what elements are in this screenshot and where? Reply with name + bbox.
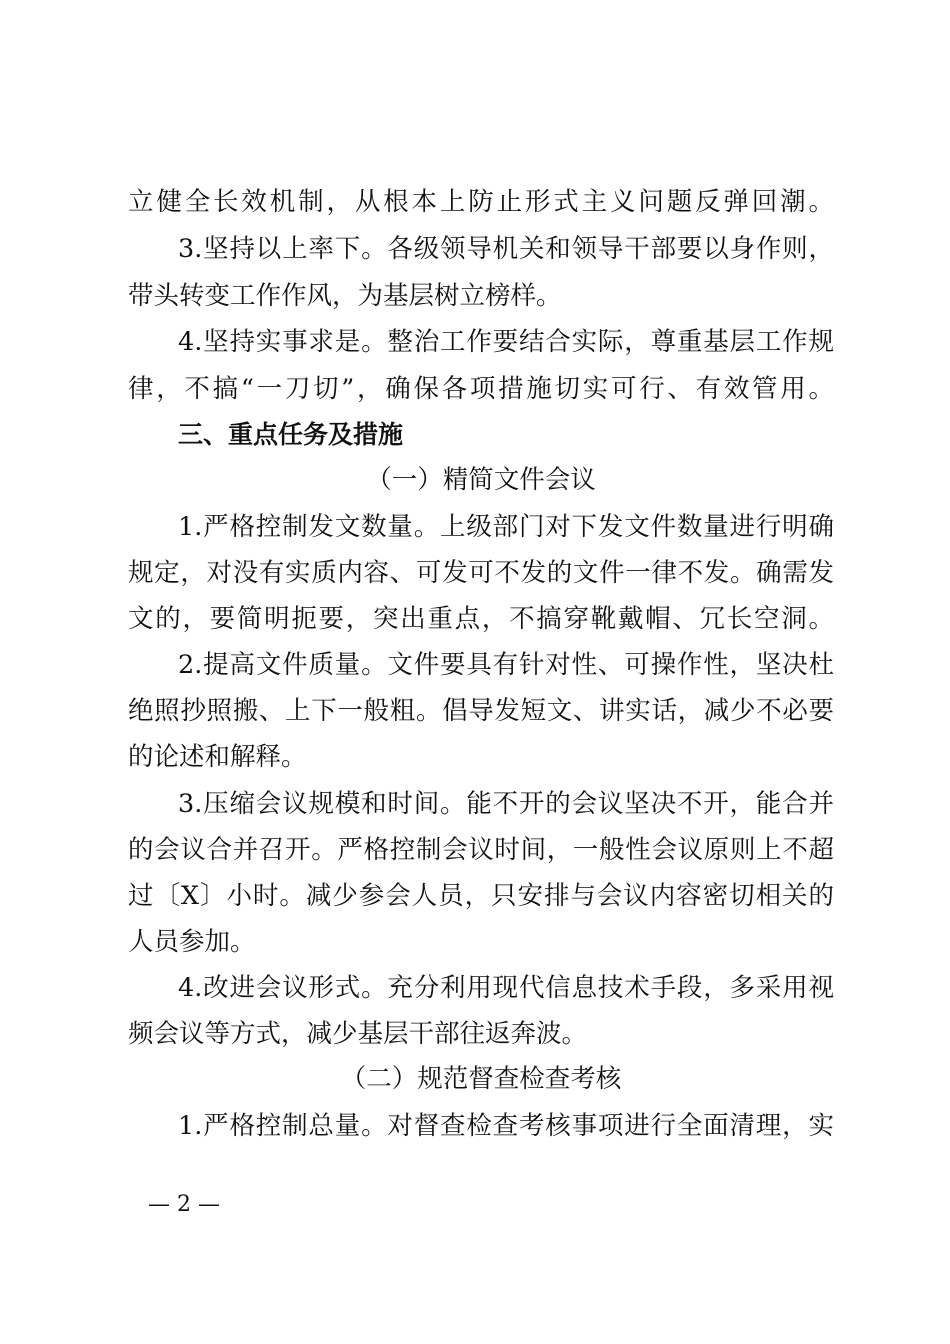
body-line: 3.压缩会议规模和时间。能不开的会议坚决不开，能合并 [178, 789, 834, 819]
section-heading: 三、重点任务及措施 [178, 420, 404, 449]
subsection-heading: （一）精简文件会议 [366, 465, 596, 495]
body-line: 人员参加。 [128, 927, 256, 957]
body-line: 立健全长效机制，从根本上防止形式主义问题反弹回潮。 [128, 187, 834, 217]
body-line: 4.坚持实事求是。整治工作要结合实际，尊重基层工作规 [178, 327, 834, 357]
body-line: 的会议合并召开。严格控制会议时间，一般性会议原则上不超 [128, 835, 834, 865]
subsection-heading: （二）规范督查检查考核 [340, 1064, 622, 1094]
body-line: 2.提高文件质量。文件要具有针对性、可操作性，坚决杜 [178, 650, 834, 680]
body-line: 频会议等方式，减少基层干部往返奔波。 [128, 1019, 588, 1049]
body-line: 3.坚持以上率下。各级领导机关和领导干部要以身作则， [178, 234, 834, 264]
page-number: — 2 — [148, 1192, 220, 1217]
body-line: 文的，要简明扼要，突出重点，不搞穿靴戴帽、冗长空洞。 [128, 604, 834, 634]
body-line: 过〔X〕小时。减少参会人员，只安排与会议内容密切相关的 [128, 881, 834, 911]
body-line: 4.改进会议形式。充分利用现代信息技术手段，多采用视 [178, 973, 834, 1003]
body-line: 规定，对没有实质内容、可发可不发的文件一律不发。确需发 [128, 558, 834, 588]
body-line: 绝照抄照搬、上下一般粗。倡导发短文、讲实话，减少不必要 [128, 696, 834, 726]
body-line: 带头转变工作作风，为基层树立榜样。 [128, 281, 562, 311]
body-line: 律，不搞“一刀切”，确保各项措施切实可行、有效管用。 [128, 374, 834, 404]
body-line: 1.严格控制总量。对督查检查考核事项进行全面清理，实 [178, 1111, 834, 1141]
body-line: 1.严格控制发文数量。上级部门对下发文件数量进行明确 [178, 512, 834, 542]
body-line: 的论述和解释。 [128, 742, 307, 772]
